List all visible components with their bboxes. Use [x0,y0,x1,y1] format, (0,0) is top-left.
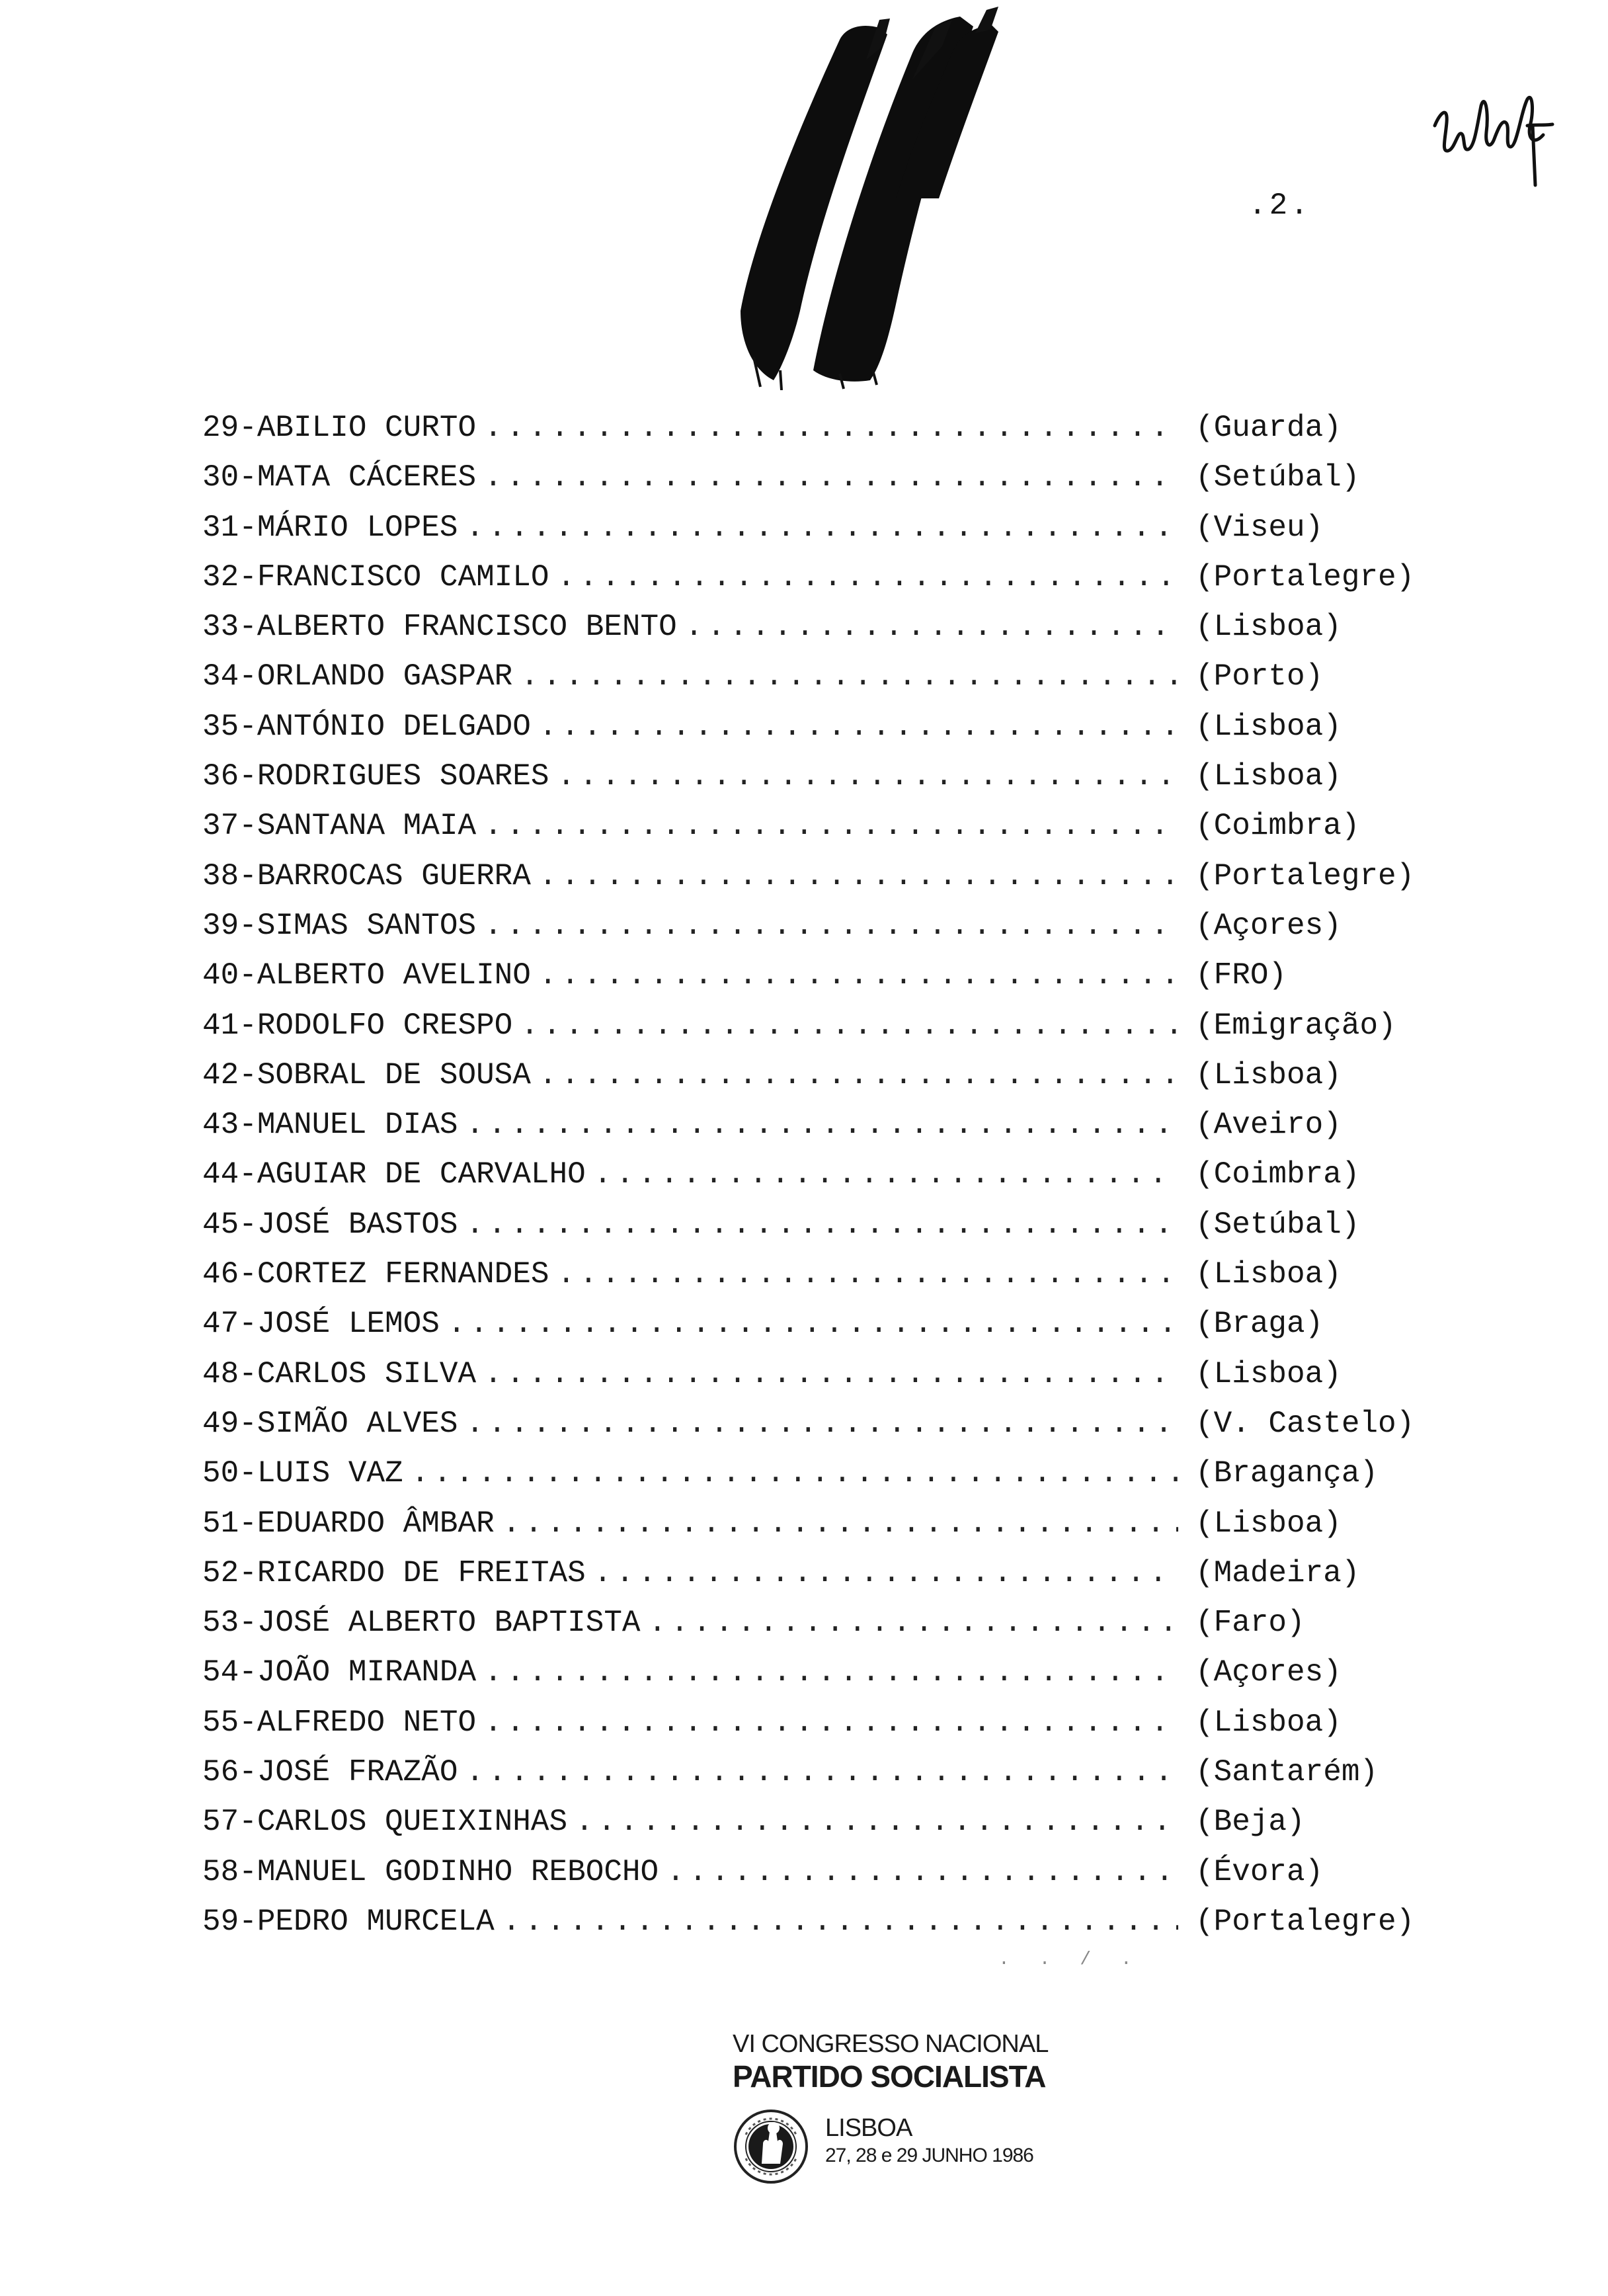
entry-leader-dots [502,1499,1178,1549]
entry-leader-dots [520,1001,1178,1051]
entry-name: FRANCISCO CAMILO [257,559,549,594]
entry-number: 57 [202,1805,239,1840]
entry-name: CARLOS SILVA [257,1356,477,1391]
entry-location: (Lisboa) [1195,610,1342,645]
entry-leader-dots [484,801,1178,851]
entry-separator: - [239,610,257,645]
entry-number: 41 [202,1008,239,1043]
entry-leader-dots [484,403,1178,453]
entry-number: 29 [202,411,239,445]
entry-separator: - [239,1904,257,1939]
entry-location: (Guarda) [1195,411,1342,445]
entry-location: (Lisboa) [1195,1356,1342,1391]
entry-leader-dots [465,1100,1178,1150]
list-item [202,752,1426,801]
entry-location: (Setúbal) [1195,1207,1360,1242]
entry-name: JOSÉ BASTOS [257,1207,458,1242]
entry-separator: - [239,1854,257,1889]
list-item [202,1848,1426,1897]
entry-name: CARLOS QUEIXINHAS [257,1805,568,1840]
entry-leader-dots [539,951,1178,1001]
entry-leader-dots [557,1250,1179,1299]
entry-location: (Lisboa) [1195,759,1342,794]
entry-leader-dots [666,1848,1178,1897]
event-city: LISBOA [825,2114,912,2142]
entry-name: AGUIAR DE CARVALHO [257,1157,586,1192]
entry-number: 53 [202,1606,239,1641]
entry-separator: - [239,411,257,445]
entry-name: SIMAS SANTOS [257,908,477,943]
entry-number: 44 [202,1157,239,1192]
list-item [202,652,1426,702]
list-item [202,951,1426,1001]
entry-name: RODOLFO CRESPO [257,1008,513,1043]
entry-separator: - [239,858,257,893]
entry-location: (Faro) [1195,1606,1305,1641]
entry-number: 43 [202,1108,239,1143]
entry-location: (Porto) [1195,659,1324,694]
list-item [202,1549,1426,1598]
entry-leader-dots [502,1897,1178,1947]
list-item [202,553,1426,602]
entry-separator: - [239,1506,257,1541]
entry-number: 42 [202,1057,239,1092]
entry-location: (Portalegre) [1195,559,1415,594]
entry-location: (Lisboa) [1195,709,1342,744]
list-item [202,1499,1426,1549]
entry-separator: - [239,1755,257,1790]
entry-location: (V. Castelo) [1195,1406,1415,1441]
entry-name: LUIS VAZ [257,1456,403,1491]
entry-leader-dots [484,1350,1178,1399]
entry-name: CORTEZ FERNANDES [257,1257,549,1292]
entry-location: (Beja) [1195,1805,1305,1840]
entry-number: 37 [202,809,239,844]
entry-name: MATA CÁCERES [257,460,477,495]
list-item [202,852,1426,901]
list-item [202,1001,1426,1051]
congress-footer [733,2029,1076,2185]
entry-location: (Santarém) [1195,1755,1379,1790]
entry-leader-dots [557,553,1179,602]
list-item [202,1350,1426,1399]
entry-leader-dots [539,852,1178,901]
entry-number: 35 [202,709,239,744]
entry-separator: - [239,1805,257,1840]
list-item [202,1648,1426,1698]
entry-leader-dots [594,1549,1178,1598]
list-item [202,901,1426,951]
entry-separator: - [239,1406,257,1441]
entry-separator: - [239,709,257,744]
entry-number: 55 [202,1705,239,1740]
list-item [202,403,1426,453]
entry-number: 31 [202,510,239,545]
entry-number: 47 [202,1307,239,1342]
party-name: PARTIDO SOCIALISTA [733,2059,1046,2094]
entry-name: RODRIGUES SOARES [257,759,549,794]
entry-location: (Açores) [1195,908,1342,943]
entry-separator: - [239,1655,257,1690]
list-item [202,1897,1426,1947]
event-details [825,2108,1033,2169]
list-item [202,1200,1426,1250]
entry-leader-dots [539,702,1178,752]
entry-name: JOSÉ ALBERTO BAPTISTA [257,1606,641,1641]
list-item [202,1698,1426,1748]
entry-location: (Emigração) [1195,1008,1396,1043]
list-item [202,702,1426,752]
entry-name: MÁRIO LOPES [257,510,458,545]
entry-location: (Portalegre) [1195,1904,1415,1939]
event-dates: 27, 28 e 29 JUNHO 1986 [825,2145,1033,2166]
entry-separator: - [239,809,257,844]
entry-name: SIMÃO ALVES [257,1406,458,1441]
entry-name: ANTÓNIO DELGADO [257,709,531,744]
list-item [202,503,1426,553]
brush-stroke-logo-icon [714,0,1084,390]
entry-leader-dots [484,1648,1178,1698]
entry-location: (Madeira) [1195,1555,1360,1590]
entry-separator: - [239,759,257,794]
entry-leader-dots [484,1698,1178,1748]
entry-separator: - [239,1008,257,1043]
entry-separator: - [239,1356,257,1391]
entry-location: (Lisboa) [1195,1705,1342,1740]
entry-separator: - [239,1456,257,1491]
entry-leader-dots [465,503,1178,553]
list-item [202,1051,1426,1100]
list-item [202,1299,1426,1349]
entry-location: (Açores) [1195,1655,1342,1690]
entry-location: (Viseu) [1195,510,1324,545]
list-item [202,1598,1426,1648]
entry-name: SOBRAL DE SOUSA [257,1057,531,1092]
entry-leader-dots [465,1200,1178,1250]
entry-separator: - [239,1705,257,1740]
entry-name: SANTANA MAIA [257,809,477,844]
entry-name: MANUEL GODINHO REBOCHO [257,1854,659,1889]
entry-number: 45 [202,1207,239,1242]
entry-location: (Aveiro) [1195,1108,1342,1143]
entry-name: MANUEL DIAS [257,1108,458,1143]
entry-number: 30 [202,460,239,495]
entry-number: 36 [202,759,239,794]
entry-location: (Lisboa) [1195,1257,1342,1292]
list-item [202,1797,1426,1847]
entry-number: 51 [202,1506,239,1541]
entry-separator: - [239,460,257,495]
entry-location: (Setúbal) [1195,460,1360,495]
delegate-list [202,403,1426,1947]
entry-leader-dots [465,1399,1178,1449]
entry-location: (Lisboa) [1195,1057,1342,1092]
entry-separator: - [239,1157,257,1192]
entry-leader-dots [484,453,1178,503]
entry-leader-dots [594,1150,1178,1200]
entry-leader-dots [557,752,1179,801]
seal-row [733,2108,1076,2185]
entry-name: ORLANDO GASPAR [257,659,513,694]
entry-leader-dots [484,901,1178,951]
entry-location: (Portalegre) [1195,858,1415,893]
entry-name: JOSÉ LEMOS [257,1307,440,1342]
entry-separator: - [239,1307,257,1342]
entry-separator: - [239,1606,257,1641]
entry-separator: - [239,1057,257,1092]
entry-name: BARROCAS GUERRA [257,858,531,893]
entry-number: 56 [202,1755,239,1790]
list-item [202,602,1426,652]
entry-separator: - [239,510,257,545]
entry-location: (Coimbra) [1195,1157,1360,1192]
entry-leader-dots [539,1051,1178,1100]
entry-location: (Bragança) [1195,1456,1379,1491]
entry-name: PEDRO MURCELA [257,1904,495,1939]
entry-separator: - [239,1108,257,1143]
entry-leader-dots [465,1748,1178,1797]
entry-name: JOSÉ FRAZÃO [257,1755,458,1790]
entry-leader-dots [575,1797,1178,1847]
fist-rose-seal-icon [733,2108,809,2185]
entry-name: EDUARDO ÂMBAR [257,1506,495,1541]
list-item [202,801,1426,851]
list-item [202,453,1426,503]
entry-leader-dots [685,602,1178,652]
entry-number: 40 [202,958,239,993]
entry-leader-dots [448,1299,1178,1349]
entry-name: ABILIO CURTO [257,411,477,445]
entry-location: (FRO) [1195,958,1287,993]
entry-number: 38 [202,858,239,893]
entry-name: ALFREDO NETO [257,1705,477,1740]
list-item [202,1100,1426,1150]
entry-number: 48 [202,1356,239,1391]
entry-number: 54 [202,1655,239,1690]
list-item [202,1150,1426,1200]
entry-name: ALBERTO AVELINO [257,958,531,993]
list-item [202,1250,1426,1299]
entry-separator: - [239,1207,257,1242]
entry-separator: - [239,908,257,943]
list-item [202,1748,1426,1797]
list-item [202,1399,1426,1449]
entry-location: (Braga) [1195,1307,1324,1342]
entry-number: 58 [202,1854,239,1889]
entry-number: 39 [202,908,239,943]
entry-leader-dots [411,1449,1178,1498]
entry-number: 59 [202,1904,239,1939]
entry-number: 52 [202,1555,239,1590]
entry-number: 46 [202,1257,239,1292]
entry-separator: - [239,1257,257,1292]
entry-location: (Évora) [1195,1854,1324,1889]
entry-number: 34 [202,659,239,694]
entry-separator: - [239,958,257,993]
entry-name: RICARDO DE FREITAS [257,1555,586,1590]
entry-location: (Coimbra) [1195,809,1360,844]
list-item [202,1449,1426,1498]
entry-number: 33 [202,610,239,645]
entry-number: 49 [202,1406,239,1441]
entry-separator: - [239,559,257,594]
entry-number: 50 [202,1456,239,1491]
entry-separator: - [239,1555,257,1590]
entry-separator: - [239,659,257,694]
entry-location: (Lisboa) [1195,1506,1342,1541]
page-number: .2. [1248,188,1311,223]
congress-title: VI CONGRESSO NACIONAL [733,2030,1049,2058]
signature-icon [1428,86,1560,192]
entry-leader-dots [520,652,1178,702]
continuation-mark: . . / . [998,1949,1141,1970]
entry-number: 32 [202,559,239,594]
entry-name: ALBERTO FRANCISCO BENTO [257,610,677,645]
entry-leader-dots [649,1598,1178,1648]
entry-name: JOÃO MIRANDA [257,1655,477,1690]
